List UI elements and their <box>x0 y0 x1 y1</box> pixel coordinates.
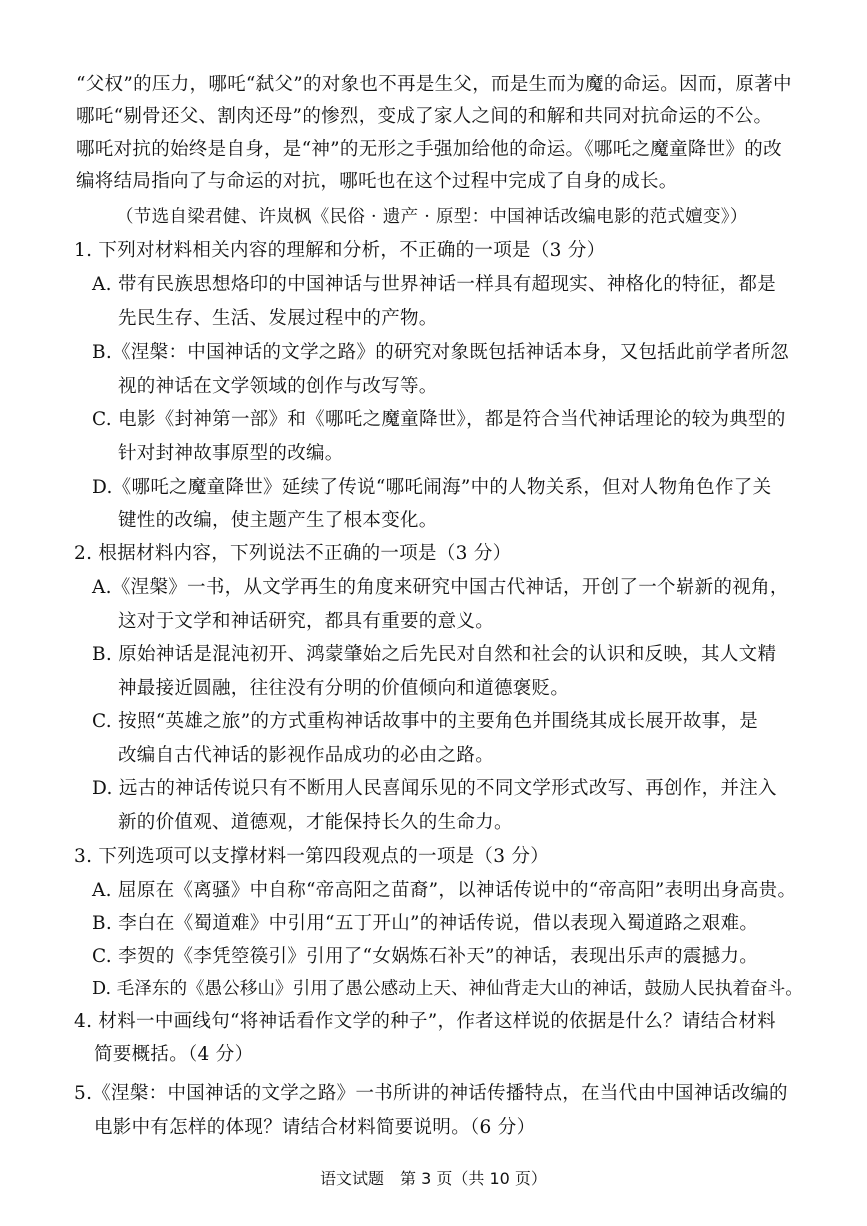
passage-line: “父权”的压力，哪吒“弑父”的对象也不再是生父，而是生而为魔的命运。因而，原著中 <box>76 74 792 95</box>
page-footer: 语文试题 第 3 页（共 10 页） <box>320 1169 547 1188</box>
passage-line: 编将结局指向了与命运的对抗，哪吒也在这个过程中完成了自身的成长。 <box>76 171 678 192</box>
question-1-option-b: B.《涅槃：中国神话的文学之路》的研究对象既包括神话本身，又包括此前学者所忽 <box>92 342 789 363</box>
passage-source: （节选自梁君健、许岚枫《民俗 · 遗产 · 原型：中国神话改编电影的范式嬗变》） <box>116 207 748 227</box>
question-2-stem: 2. 根据材料内容，下列说法不正确的一项是（3 分） <box>74 543 512 564</box>
question-1-option-a: A. 带有民族思想烙印的中国神话与世界神话一样具有超现实、神格化的特征，都是 <box>92 274 777 295</box>
question-1-option-b-cont: 视的神话在文学领域的创作与改写等。 <box>118 376 438 397</box>
question-2-option-d: D. 远古的神话传说只有不断用人民喜闻乐见的不同文学形式改写、再创作，并注入 <box>92 778 777 799</box>
question-2-option-b-cont: 神最接近圆融，往往没有分明的价值倾向和道德褒贬。 <box>118 678 570 699</box>
question-1-option-a-cont: 先民生存、生活、发展过程中的产物。 <box>118 308 438 329</box>
question-1-stem: 1. 下列对材料相关内容的理解和分析，不正确的一项是（3 分） <box>74 240 606 261</box>
question-2-option-a-cont: 这对于文学和神话研究，都具有重要的意义。 <box>118 611 495 632</box>
question-2-option-d-cont: 新的价值观、道德观，才能保持长久的生命力。 <box>118 812 513 833</box>
question-3-option-b: B. 李白在《蜀道难》中引用“五丁开山”的神话传说，借以表现入蜀道路之艰难。 <box>92 913 759 934</box>
question-1-option-d: D.《哪吒之魔童降世》延续了传说“哪吒闹海”中的人物关系，但对人物角色作了关 <box>92 477 772 498</box>
question-2-option-a: A.《涅槃》一书，从文学再生的角度来研究中国古代神话，开创了一个崭新的视角， <box>92 577 789 598</box>
question-5-stem: 5.《涅槃：中国神话的文学之路》一书所讲的神话传播特点，在当代由中国神话改编的 <box>74 1083 788 1104</box>
question-2-option-c-cont: 改编自古代神话的影视作品成功的必由之路。 <box>118 745 495 766</box>
question-3-option-c: C. 李贺的《李凭箜篌引》引用了“女娲炼石补天”的神话，表现出乐声的震撼力。 <box>92 946 759 967</box>
question-2-option-b: B. 原始神话是混沌初开、鸿蒙肇始之后先民对自然和社会的认识和反映，其人文精 <box>92 644 777 665</box>
question-4-stem: 4. 材料一中画线句“将神话看作文学的种子”，作者这样说的依据是什么？请结合材料 <box>74 1011 776 1032</box>
question-3-option-d: D. 毛泽东的《愚公移山》引用了愚公感动上天、神仙背走大山的神话，鼓励人民执着奋斗。 <box>92 979 803 999</box>
passage-line: 哪吒对抗的始终是自身，是“神”的无形之手强加给他的命运。《哪吒之魔童降世》的改 <box>76 139 782 160</box>
question-4-stem-cont: 简要概括。（4 分） <box>94 1044 254 1065</box>
question-2-option-c: C. 按照“英雄之旅”的方式重构神话故事中的主要角色并围绕其成长展开故事，是 <box>92 711 759 732</box>
question-1-option-c-cont: 针对封神故事原型的改编。 <box>118 443 344 464</box>
question-5-stem-cont: 电影中有怎样的体现？请结合材料简要说明。（6 分） <box>94 1117 536 1138</box>
question-3-stem: 3. 下列选项可以支撑材料一第四段观点的一项是（3 分） <box>74 846 550 867</box>
question-3-option-a: A. 屈原在《离骚》中自称“帝高阳之苗裔”，以神话传说中的“帝高阳”表明出身高贵。 <box>92 880 797 901</box>
question-1-option-d-cont: 键性的改编，使主题产生了根本变化。 <box>118 510 438 531</box>
passage-line: 哪吒“剔骨还父、割肉还母”的惨烈，变成了家人之间的和解和共同对抗命运的不公。 <box>76 106 773 127</box>
question-1-option-c: C. 电影《封神第一部》和《哪吒之魔童降世》，都是符合当代神话理论的较为典型的 <box>92 409 786 430</box>
